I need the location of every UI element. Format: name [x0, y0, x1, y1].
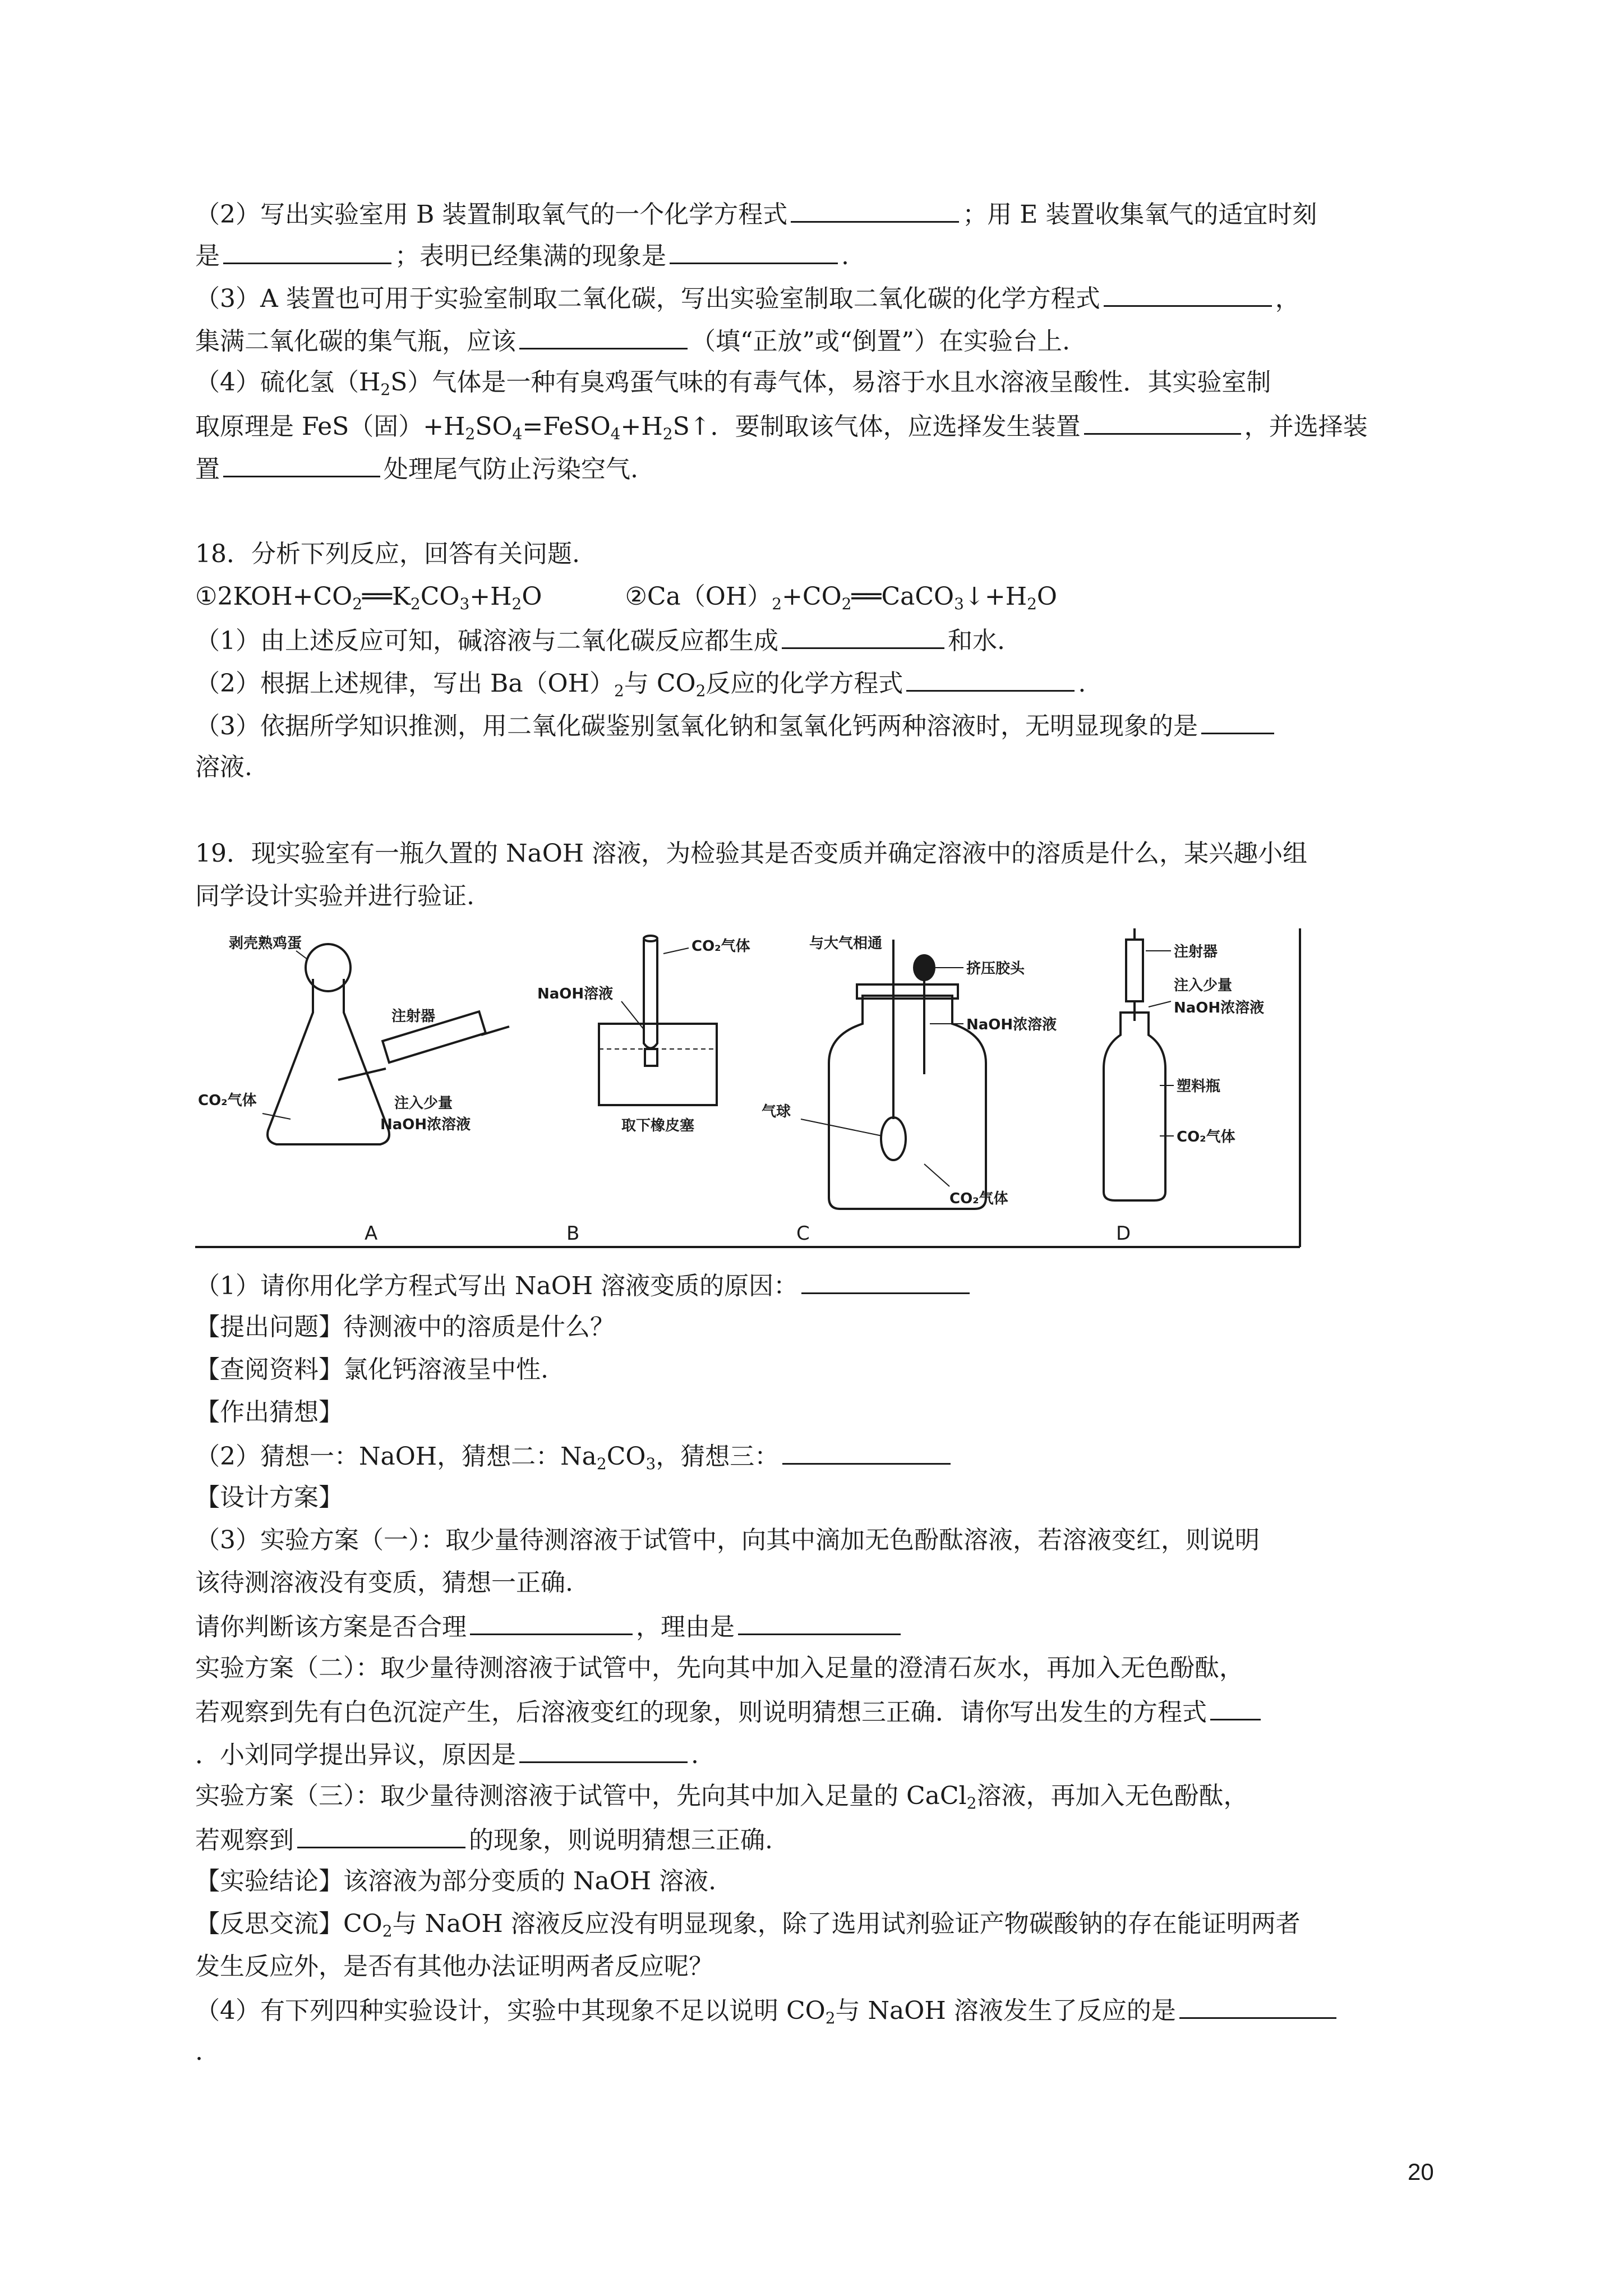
answer-blank[interactable]: [519, 323, 688, 349]
q19-guess-heading: [195, 1396, 343, 1429]
subscript: 2: [382, 1922, 393, 1940]
text: 与 NaOH 溶液发生了反应的是: [835, 1996, 1176, 2025]
label-b-gas: CO₂气体: [691, 938, 750, 955]
text: ②Ca（OH）: [625, 582, 772, 611]
q17-part4-line1: [195, 366, 1271, 399]
flask-a: [268, 979, 389, 1144]
subscript: 2: [1027, 595, 1037, 613]
text: （3）依据所学知识推测，用二氧化碳鉴别氢氧化钠和氢氧化钙两种溶液时，无明显现象的是: [195, 712, 1198, 740]
leader-line: [924, 1164, 949, 1186]
answer-blank[interactable]: [1084, 408, 1241, 435]
experiment-figure: [195, 928, 1317, 1254]
tube-mouth-b: [644, 936, 657, 941]
text: （2）根据上述规律，写出 Ba（OH）: [195, 669, 614, 698]
text: （填“正放”或“倒置”）在实验台上.: [691, 327, 1070, 356]
q18-title: [195, 537, 580, 571]
text: 若观察到先有白色沉淀产生，后溶液变红的现象，则说明猜想三正确．请你写出发生的方程式: [195, 1698, 1207, 1727]
text: ①2KOH+CO: [195, 582, 353, 611]
q19-scheme3-line1: [195, 1779, 1248, 1813]
q19-reflection-line1: [195, 1907, 1301, 1941]
answer-blank[interactable]: [738, 1609, 901, 1635]
text: CO: [606, 1442, 646, 1471]
subscript: 2: [410, 595, 421, 613]
q19-intro-line1: [195, 837, 1307, 871]
subscript: 3: [954, 595, 964, 613]
letter-a: A: [365, 1222, 378, 1245]
text: 溶液.: [195, 753, 252, 781]
q19-reflection-line2: [195, 1950, 713, 1984]
text: 的现象，则说明猜想三正确.: [469, 1826, 773, 1855]
text: 发生反应外，是否有其他办法证明两者反应呢？: [195, 1952, 713, 1981]
q19-scheme2-line3: [195, 1737, 699, 1772]
answer-blank[interactable]: [1210, 1694, 1261, 1720]
label-c-solution: NaOH浓溶液: [966, 1016, 1057, 1033]
text: （3）实验方案（一）：取少量待测溶液于试管中，向其中滴加无色酚酞溶液，若溶液变红，则说明: [195, 1526, 1260, 1554]
text: ．小刘同学提出异议，原因是: [195, 1741, 516, 1769]
q19-ask: [195, 1310, 615, 1344]
device-c: [801, 940, 986, 1209]
q17-part3-line2: [195, 323, 1070, 358]
q18-part2: [195, 665, 1086, 701]
text: 与 NaOH 溶液反应没有明显现象，除了选用试剂验证产物碳酸钠的存在能证明两者: [392, 1910, 1301, 1938]
text: （2）猜想一：NaOH，猜想二：Na: [195, 1442, 597, 1471]
subscript: 2: [511, 595, 522, 613]
answer-blank[interactable]: [801, 1268, 970, 1294]
answer-blank[interactable]: [1104, 280, 1272, 307]
text: CO: [420, 582, 460, 611]
text: 反应的化学方程式: [706, 669, 903, 698]
text: ；表明已经集满的现象是: [395, 242, 666, 270]
label-d-bottle: 塑料瓶: [1177, 1078, 1221, 1095]
label-d-inject1: 注入少量: [1174, 977, 1233, 994]
page-number: 20: [1408, 2159, 1434, 2185]
text: ，理由是: [636, 1613, 735, 1641]
equation-1: [195, 582, 542, 611]
device-b: [599, 936, 717, 1105]
text: 集满二氧化碳的集气瓶，应该: [195, 327, 516, 356]
subscript: 2: [841, 595, 852, 613]
q19-part1: [195, 1268, 973, 1303]
q18-equations: [195, 580, 1057, 614]
text: ↓+H: [963, 582, 1027, 611]
bottle-c: [829, 996, 986, 1209]
text: .: [841, 242, 849, 270]
leader-line: [296, 951, 307, 959]
text: .: [195, 2037, 203, 2066]
text: 【作出猜想】: [195, 1398, 343, 1427]
text: （4）有下列四种实验设计，实验中其现象不足以说明 CO: [195, 1996, 826, 2025]
text: 【查阅资料】氯化钙溶液呈中性.: [195, 1355, 548, 1384]
text: 实验方案（二）：取少量待测溶液于试管中，先向其中加入足量的澄清石灰水，再加入无色酚酞，: [195, 1654, 1244, 1682]
q17-part4-line2: [195, 408, 1368, 444]
label-a-gas: CO₂气体: [198, 1092, 257, 1109]
equation-2: [625, 582, 1057, 611]
q19-intro-line2: [195, 880, 474, 913]
text: 18．分析下列反应，回答有关问题.: [195, 540, 580, 568]
test-tube-b: [644, 940, 657, 1048]
q18-part1: [195, 623, 1005, 658]
text: 置: [195, 455, 220, 484]
subscript: 2: [596, 1455, 607, 1473]
answer-blank[interactable]: [1179, 1993, 1336, 2019]
text: O: [1036, 582, 1057, 611]
text: 实验方案（三）：取少量待测溶液于试管中，先向其中加入足量的 CaCl: [195, 1782, 967, 1810]
device-a: [262, 944, 509, 1144]
text: （3）A 装置也可用于实验室制取二氧化碳，写出实验室制取二氧化碳的化学方程式: [195, 284, 1100, 313]
label-c-gas: CO₂气体: [949, 1190, 1008, 1207]
q19-part3-line2: [195, 1566, 573, 1600]
text: .: [1078, 669, 1086, 698]
letter-b: B: [566, 1222, 580, 1245]
subscript: 3: [459, 595, 470, 613]
subscript: 2: [352, 595, 363, 613]
text: ══K: [362, 582, 411, 611]
text: ；用 E 装置收集氧气的适宜时刻: [962, 200, 1317, 229]
text: .: [691, 1741, 699, 1769]
text: 该待测溶液没有变质，猜想一正确.: [195, 1568, 573, 1597]
label-d-inject2: NaOH浓溶液: [1174, 1000, 1265, 1016]
label-a-inject1: 注入少量: [394, 1095, 453, 1112]
q19-part3-line1: [195, 1524, 1260, 1557]
text: S↑．要制取该气体，应选择发生装置: [672, 412, 1081, 441]
answer-blank[interactable]: [782, 1438, 951, 1465]
text: 处理尾气防止污染空气.: [384, 455, 638, 484]
q19-part3-line3: [195, 1609, 904, 1644]
leader-line: [1149, 1001, 1171, 1007]
answer-blank[interactable]: [1201, 708, 1274, 734]
text: +H: [620, 412, 663, 441]
text: （2）写出实验室用 B 装置制取氧气的一个化学方程式: [195, 200, 788, 229]
subscript: 2: [695, 682, 706, 700]
text: ，并选择装: [1244, 412, 1368, 441]
subscript: 2: [825, 2009, 836, 2027]
label-b-remove: 取下橡皮塞: [621, 1117, 695, 1134]
answer-blank[interactable]: [791, 196, 959, 223]
q17-part2-line1: [195, 196, 1317, 232]
subscript: 4: [512, 425, 523, 443]
subscript: 2: [465, 425, 476, 443]
text: +H: [469, 582, 512, 611]
label-d-gas: CO₂气体: [1177, 1129, 1235, 1145]
label-c-squeeze: 挤压胶头: [966, 960, 1025, 977]
label-a-inject2: NaOH浓溶液: [380, 1116, 471, 1133]
text: 【反思交流】CO: [195, 1910, 382, 1938]
q18-part3-line1: [195, 708, 1278, 743]
text: 取原理是 FeS（固）+H: [195, 412, 465, 441]
q19-scheme2-line2: [195, 1694, 1264, 1729]
label-c-air: 与大气相通: [809, 935, 883, 952]
label-c-balloon: 气球: [762, 1103, 791, 1120]
answer-blank[interactable]: [297, 1822, 465, 1848]
label-d-syringe: 注射器: [1174, 944, 1218, 960]
answer-blank[interactable]: [470, 1609, 633, 1635]
syringe-barrel-d: [1126, 940, 1143, 1001]
text: 同学设计实验并进行验证.: [195, 882, 474, 910]
leader-line: [663, 948, 689, 954]
text: （1）由上述反应可知，碱溶液与二氧化碳反应都生成: [195, 627, 778, 655]
q17-part4-line3: [195, 451, 638, 486]
q19-conclusion: [195, 1865, 716, 1898]
text: （4）硫化氢（H: [195, 368, 381, 397]
syringe-needle-a: [338, 1069, 386, 1080]
text: 【实验结论】该溶液为部分变质的 NaOH 溶液.: [195, 1867, 717, 1895]
answer-blank[interactable]: [670, 238, 838, 264]
answer-blank[interactable]: [223, 238, 391, 264]
letter-d: D: [1116, 1222, 1131, 1245]
text: SO: [475, 412, 513, 441]
text: 与 CO: [624, 669, 696, 698]
q19-scheme3-line2: [195, 1822, 773, 1857]
letter-c: C: [796, 1222, 810, 1245]
text: 若观察到: [195, 1826, 294, 1855]
plastic-bottle-d: [1104, 1013, 1165, 1200]
leader-line: [801, 1119, 882, 1136]
stopper-b: [645, 1049, 657, 1066]
text: O: [522, 582, 542, 611]
leader-line: [262, 1114, 291, 1119]
text: 19．现实验室有一瓶久置的 NaOH 溶液，为检验其是否变质并确定溶液中的溶质是什么，某兴趣小组: [195, 839, 1308, 868]
label-b-solution: NaOH溶液: [537, 986, 614, 1002]
answer-blank[interactable]: [906, 665, 1075, 692]
device-d: [1104, 928, 1174, 1200]
text: ══CaCO: [851, 582, 955, 611]
subscript: 2: [614, 682, 624, 700]
q18-part3-line2: [195, 751, 252, 784]
text: 是: [195, 242, 220, 270]
answer-blank[interactable]: [519, 1737, 688, 1763]
text: （1）请你用化学方程式写出 NaOH 溶液变质的原因：: [195, 1272, 799, 1300]
q17-part3-line1: [195, 280, 1300, 316]
q19-part4-line2: [195, 2035, 203, 2069]
label-a-egg: 剥壳熟鸡蛋: [229, 935, 302, 952]
q17-part2-line2: [195, 238, 849, 273]
subscript: 4: [610, 425, 621, 443]
q19-part2: [195, 1438, 954, 1474]
label-a-syringe: 注射器: [391, 1008, 436, 1025]
text: 溶液，再加入无色酚酞，: [976, 1782, 1248, 1810]
q19-reference: [195, 1353, 548, 1387]
leader-line: [621, 1001, 644, 1029]
balloon-c: [881, 1117, 906, 1160]
text: ，猜想三：: [656, 1442, 780, 1471]
subscript: 2: [662, 425, 673, 443]
answer-blank[interactable]: [223, 451, 380, 477]
text: 请你判断该方案是否合理: [195, 1613, 467, 1641]
subscript: 3: [645, 1455, 656, 1473]
q19-design-heading: [195, 1481, 343, 1515]
subscript: 2: [772, 595, 782, 613]
q19-part4-line1: [195, 1993, 1340, 2028]
q19-scheme2-line1: [195, 1651, 1244, 1685]
text: S）气体是一种有臭鸡蛋气味的有毒气体，易溶于水且水溶液呈酸性．其实验室制: [390, 368, 1271, 397]
egg-a: [306, 944, 351, 991]
text: 和水.: [948, 627, 1005, 655]
subscript: 2: [380, 380, 391, 399]
text: ，: [1275, 284, 1300, 313]
subscript: 2: [966, 1794, 977, 1812]
text: 【提出问题】待测液中的溶质是什么？: [195, 1313, 615, 1341]
text: =FeSO: [522, 412, 611, 441]
dropper-bulb-c: [914, 955, 934, 980]
answer-blank[interactable]: [782, 623, 944, 649]
text: 【设计方案】: [195, 1483, 343, 1512]
text: +CO: [782, 582, 842, 611]
